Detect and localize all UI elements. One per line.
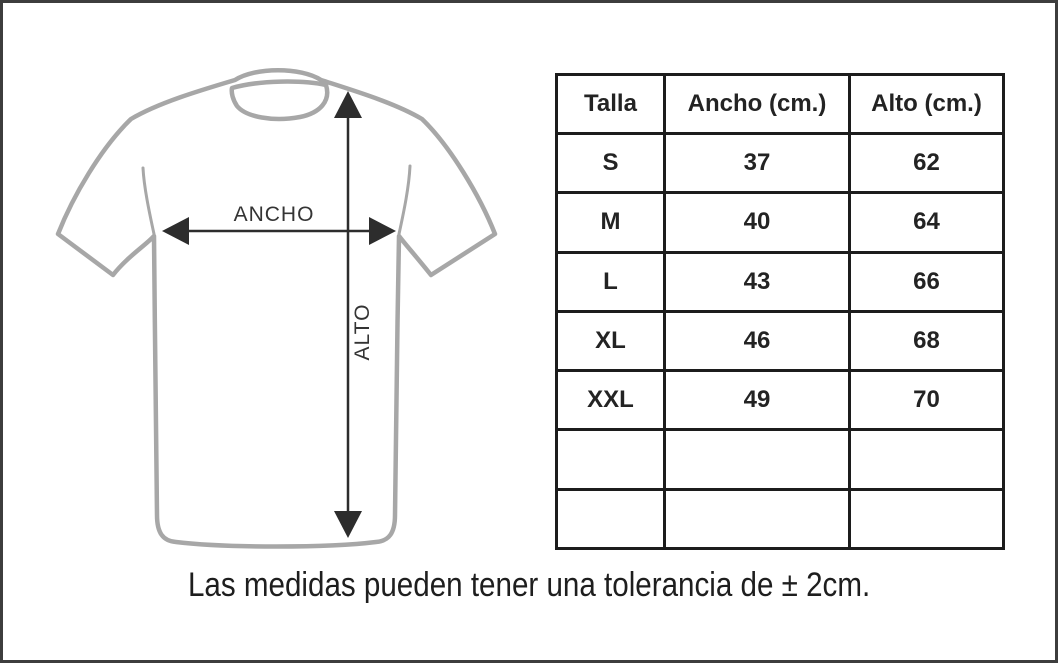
header-ancho: Ancho (cm.) [665, 75, 850, 134]
cell-ancho [665, 430, 850, 489]
width-arrow-label: ANCHO [233, 203, 315, 226]
table-row-l [557, 252, 1004, 311]
table-row-empty [557, 430, 1004, 489]
cell-size: XL [557, 311, 665, 370]
table-row-xl [557, 311, 1004, 370]
tolerance-note-text: Las medidas pueden tener una tolerancia de ± 2cm. [187, 566, 871, 604]
cell-ancho: 46 [665, 311, 850, 370]
size-table [555, 73, 1005, 550]
tolerance-note [3, 567, 1055, 604]
cell-size [557, 489, 665, 548]
cell-alto: 66 [850, 252, 1004, 311]
cell-size: M [557, 193, 665, 252]
cell-alto: 62 [850, 134, 1004, 193]
size-table-header-row [557, 75, 1004, 134]
tshirt-measurement-diagram [33, 48, 533, 558]
table-row-m [557, 193, 1004, 252]
cell-size [557, 430, 665, 489]
cell-alto [850, 489, 1004, 548]
cell-size: XXL [557, 371, 665, 430]
header-talla: Talla [557, 75, 665, 134]
tshirt-collar [232, 82, 327, 119]
table-row-empty [557, 489, 1004, 548]
cell-alto: 64 [850, 193, 1004, 252]
table-row-s [557, 134, 1004, 193]
height-arrow-label: ALTO [351, 303, 374, 361]
cell-alto: 70 [850, 371, 1004, 430]
cell-ancho: 49 [665, 371, 850, 430]
cell-ancho [665, 489, 850, 548]
cell-ancho: 43 [665, 252, 850, 311]
cell-size: S [557, 134, 665, 193]
table-row-xxl [557, 371, 1004, 430]
header-alto: Alto (cm.) [850, 75, 1004, 134]
cell-ancho: 37 [665, 134, 850, 193]
cell-ancho: 40 [665, 193, 850, 252]
cell-alto [850, 430, 1004, 489]
cell-alto: 68 [850, 311, 1004, 370]
cell-size: L [557, 252, 665, 311]
tshirt-outline [58, 70, 495, 546]
